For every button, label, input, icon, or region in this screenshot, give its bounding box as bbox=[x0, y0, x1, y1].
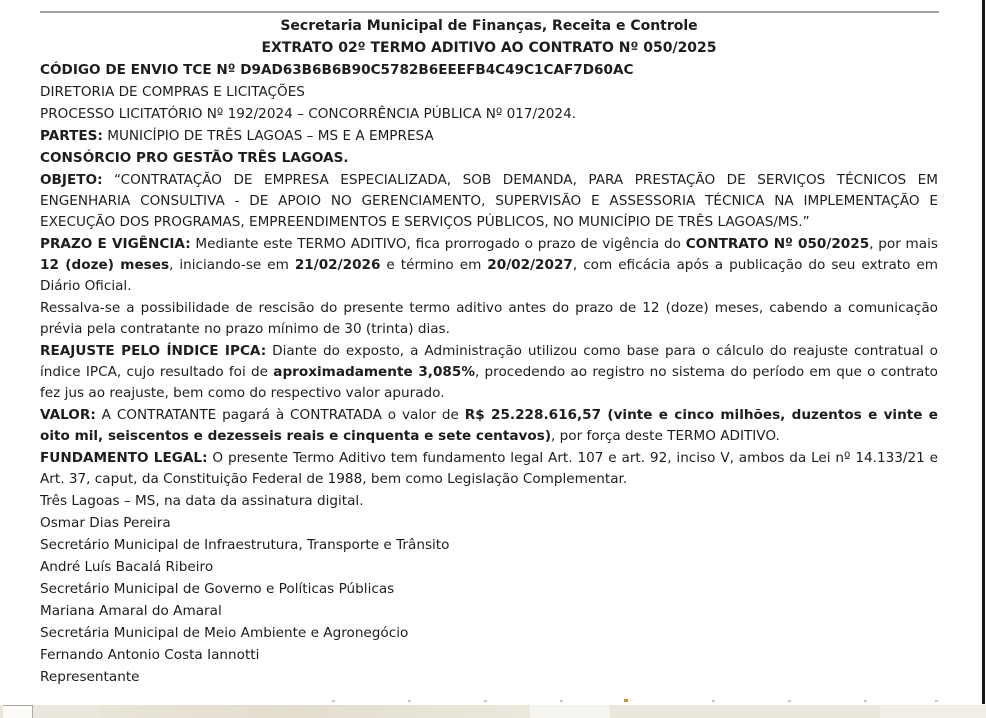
prazo-seg-9: , com eficácia após a publicação do seu extrato em Diário Oficial. bbox=[40, 257, 938, 294]
document-title-line1: Secretaria Municipal de Finanças, Receita e Controle bbox=[280, 18, 698, 34]
valor-seg-3: , por força deste TERMO ADITIVO. bbox=[551, 428, 780, 444]
fundamento-label: FUNDAMENTO LEGAL: bbox=[40, 450, 208, 466]
diretoria-line: DIRETORIA DE COMPRAS E LICITAÇÕES bbox=[40, 84, 305, 100]
reajuste-label: REAJUSTE PELO ÍNDICE IPCA: bbox=[40, 343, 267, 359]
artifact-tick bbox=[560, 700, 563, 702]
signature-title-4: Representante bbox=[40, 669, 140, 685]
strip-highlight bbox=[530, 705, 610, 718]
artifact-tick bbox=[332, 700, 335, 702]
bottom-window-strip bbox=[0, 705, 986, 718]
valor-paragraph bbox=[40, 405, 938, 447]
valor-seg-1: A CONTRATANTE pagará à CONTRATADA o valor de bbox=[95, 407, 465, 423]
objeto-paragraph bbox=[40, 170, 938, 233]
reajuste-percentual: aproximadamente 3,085% bbox=[273, 364, 475, 380]
prazo-data-inicio: 21/02/2026 bbox=[294, 257, 381, 273]
artifact-tick bbox=[484, 700, 487, 702]
prazo-seg-7: e término em bbox=[380, 257, 488, 273]
top-horizontal-rule bbox=[40, 11, 939, 13]
prazo-seg-5: , iniciando-se em bbox=[169, 257, 295, 273]
signature-title-3: Secretária Municipal de Meio Ambiente e Agronegócio bbox=[40, 625, 409, 641]
objeto-label: OBJETO: bbox=[40, 172, 103, 188]
fundamento-texto: O presente Termo Aditivo tem fundamento legal Art. 107 e art. 92, inciso V, ambos da Lei nº 14.133/21 e Art. 37, caput, da Constituição Federal de 1988, bem como Legislação Complementar. bbox=[40, 450, 938, 487]
signature-name-2: André Luís Bacalá Ribeiro bbox=[40, 559, 214, 575]
reajuste-seg-1: Diante do exposto, a Administração utilizou como base para o cálculo do reajuste contratual o índice IPCA, cujo resultado foi de bbox=[40, 343, 938, 380]
consorcio-line: CONSÓRCIO PRO GESTÃO TRÊS LAGOAS. bbox=[40, 150, 349, 166]
prazo-meses: 12 (doze) meses bbox=[40, 257, 170, 273]
prazo-vigencia-paragraph bbox=[40, 234, 938, 297]
signature-title-2: Secretário Municipal de Governo e Políticas Públicas bbox=[40, 581, 395, 597]
partes-label: PARTES: bbox=[40, 128, 103, 144]
objeto-text: “CONTRATAÇÃO DE EMPRESA ESPECIALIZADA, SOB DEMANDA, PARA PRESTAÇÃO DE SERVIÇOS TÉCNICOS EM ENGENHARIA CONSULTIVA - DE APOIO NO GERENCIAMENTO, SUPERVISÃO E ASSESSORIA TÉCNICA NA IMPLEMENTAÇÃO E EXECUÇÃO DOS PROGRAMAS, EMPREENDIMENTOS E SERVIÇOS PÚBLICOS, NO MUNICÍPIO DE TRÊS LAGOAS/MS.” bbox=[40, 172, 938, 230]
local-data-line: Três Lagoas – MS, na data da assinatura digital. bbox=[40, 493, 364, 509]
strip-shade bbox=[100, 705, 530, 718]
strip-highlight-right bbox=[880, 705, 986, 718]
partes-text: MUNICÍPIO DE TRÊS LAGOAS – MS E A EMPRESA bbox=[102, 128, 434, 144]
page-right-border bbox=[982, 0, 985, 704]
prazo-label: PRAZO E VIGÊNCIA: bbox=[40, 236, 191, 252]
prazo-seg-1: Mediante este TERMO ADITIVO, fica prorrogado o prazo de vigência do bbox=[190, 236, 686, 252]
scrollbar-corner-box bbox=[3, 705, 33, 718]
artifact-tick bbox=[864, 700, 867, 702]
artifact-dot bbox=[624, 699, 628, 702]
signature-name-1: Osmar Dias Pereira bbox=[40, 515, 171, 531]
document-body bbox=[40, 16, 938, 689]
document-title-line2: EXTRATO 02º TERMO ADITIVO AO CONTRATO Nº 050/2025 bbox=[261, 40, 717, 56]
prazo-contrato-num: CONTRATO Nº 050/2025 bbox=[685, 236, 870, 252]
valor-label: VALOR: bbox=[40, 407, 96, 423]
ressalva-paragraph: Ressalva-se a possibilidade de rescisão do presente termo aditivo antes do prazo de 12 (doze) meses, cabendo a comunicação prévia pela contratante no prazo mínimo de 30 (trinta) dias. bbox=[40, 300, 938, 337]
valor-montante: R$ 25.228.616,57 (vinte e cinco milhões, duzentos e vinte e oito mil, seiscentos e dezesseis reais e cinquenta e sete centavos) bbox=[40, 407, 938, 444]
prazo-seg-3: , por mais bbox=[869, 236, 938, 252]
processo-licitatorio-line: PROCESSO LICITATÓRIO Nº 192/2024 – CONCORRÊNCIA PÚBLICA Nº 017/2024. bbox=[40, 106, 577, 122]
artifact-tick bbox=[408, 700, 411, 702]
signature-title-1: Secretário Municipal de Infraestrutura, Transporte e Trânsito bbox=[40, 537, 450, 553]
artifact-tick bbox=[935, 700, 938, 702]
artifact-tick bbox=[712, 700, 715, 702]
signature-name-4: Fernando Antonio Costa Iannotti bbox=[40, 647, 260, 663]
signature-name-3: Mariana Amaral do Amaral bbox=[40, 603, 222, 619]
artifact-tick bbox=[788, 700, 791, 702]
fundamento-legal-paragraph bbox=[40, 448, 938, 490]
codigo-envio-line: CÓDIGO DE ENVIO TCE Nº D9AD63B6B6B90C5782B6EEEFB4C49C1CAF7D60AC bbox=[40, 62, 634, 78]
prazo-data-termino: 20/02/2027 bbox=[487, 257, 573, 273]
reajuste-seg-3: , procedendo ao registro no sistema do período em que o contrato fez jus ao reajuste, bem como do respectivo valor apurado. bbox=[40, 364, 938, 401]
partes-line bbox=[40, 126, 938, 147]
reajuste-paragraph bbox=[40, 341, 938, 404]
